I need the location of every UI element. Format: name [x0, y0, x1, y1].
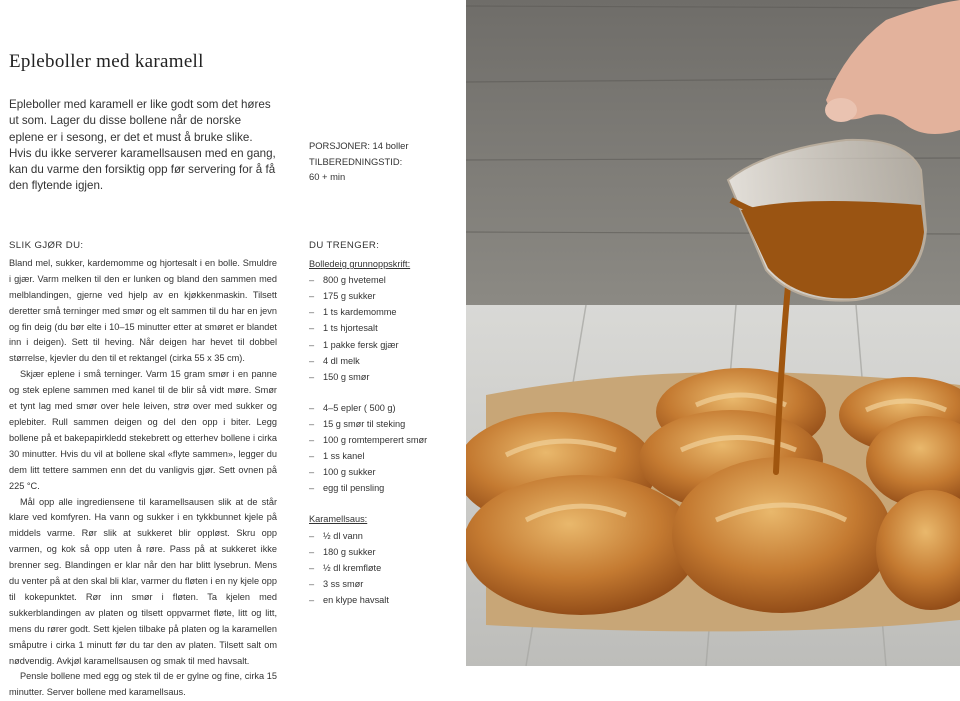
ingredient-item: – ½ dl vann	[309, 528, 459, 544]
ingredient-item: – 1 ts kardemomme	[309, 304, 459, 320]
ingredient-item: – en klype havsalt	[309, 592, 459, 608]
method-paragraph: Bland mel, sukker, kardemomme og hjortesalt i en bolle. Smuldre i gjær. Varm melken til den er lunken og bland den sammen med melblandingen, gjerne ved hjelp av en kjøkkenmaskin. Tilsett deretter små terninger med smør og elt sammen til du har en jevn og fin deig (du bør elte i 10–15 minutter etter at smøret er blandet inn i deigen). Sett til heving. Når deigen har hevet til dobbel størrelse, kjevler du den til et rektangel (cirka 55 x 35 cm).	[9, 257, 277, 364]
recipe-intro: Epleboller med karamell er like godt som det høres ut som. Lager du disse bollene når de norske eplene er i sesong, er det et must å bruke slike. Hvis du ikke serverer karamellsausen med en gang, kan du varme den forsiktig opp før servering for å få den flytende igjen.	[9, 98, 276, 193]
prep-time-value: 60 + min	[309, 171, 346, 182]
portions-text: PORSJONER: 14 boller	[309, 140, 409, 151]
cinnamon-buns-caramel-photo	[466, 0, 960, 666]
ingredient-item: – 15 g smør til steking	[309, 416, 459, 432]
sauce-list	[309, 528, 459, 608]
ingredient-item: – 1 ss kanel	[309, 448, 459, 464]
ingredient-item: – 3 ss smør	[309, 576, 459, 592]
ingredients-heading: DU TRENGER:	[309, 240, 380, 251]
ingredient-item: – 800 g hvetemel	[309, 272, 459, 288]
ingredient-item: – 150 g smør	[309, 369, 459, 385]
recipe-photo	[466, 0, 960, 666]
ingredient-item: – 4–5 epler ( 500 g)	[309, 400, 459, 416]
method-section	[9, 238, 277, 701]
ingredient-item: – 1 ts hjortesalt	[309, 320, 459, 336]
prep-time-label: TILBEREDNINGSTID:	[309, 155, 403, 167]
method-paragraph: Mål opp alle ingrediensene til karamellsausen slik at de står klare ved komfyren. Ha vann og sukker i en tykkbunnet kjele på middels varme. Rør slik at sukkeret blir oppløst. Skru opp varmen, og kok så opp uten å røre. Pass på at sukkeret ikke brenner seg. Blandingen er klar når den har blitt lysebrun. Mens du venter på at den skal bli klar, varmer du fløten i en ny kjele opp til kokepunktet. Rør inn smør i fløten. Ta kjelen med sukkerblandingen av platen og tilsett oppvarmet fløte, litt og litt, mens du rører godt. Sett kjelen tilbake på platen og la karamellen småputre i cirka 1 minutt før du tar den av platen. Tilsett salt om nødvendig. Avkjøl karamellsausen og smak til med havsalt.	[9, 496, 277, 666]
ingredient-item: – 1 pakke fersk gjær	[309, 337, 459, 353]
ingredient-item: – 100 g sukker	[309, 464, 459, 480]
method-paragraph: Skjær eplene i små terninger. Varm 15 gram smør i en panne og stek eplene sammen med kanel til de blir så vidt møre. Smør et tynt lag med smør over hele leiven, strø over med sukker og eplebiter. Rull sammen deigen og del den opp i biter. Legg bollene på et bakepapirkledd stekebrett og etterhev bollene i cirka 30 minutter. Hvis du vil at bollene skal «flyte sammen», legger du dem litt tettere sammen enn det du vanligvis gjør. Sett ovnen på 225 °C.	[9, 369, 277, 491]
ingredient-item: – 100 g romtemperert smør	[309, 432, 459, 448]
ingredient-item: – egg til pensling	[309, 480, 459, 496]
ingredients-section	[309, 238, 459, 608]
ingredient-item: – 180 g sukker	[309, 544, 459, 560]
dough-list	[309, 272, 459, 385]
ingredient-item: – 4 dl melk	[309, 353, 459, 369]
recipe-meta	[309, 138, 459, 185]
ingredient-item: – 175 g sukker	[309, 288, 459, 304]
dough-subheading: Bolledeig grunnoppskrift:	[309, 259, 411, 270]
filling-list	[309, 400, 459, 497]
method-heading: SLIK GJØR DU:	[9, 240, 84, 251]
recipe-title: Epleboller med karamell	[9, 51, 204, 72]
recipe-page	[0, 0, 466, 698]
ingredient-item: – ½ dl kremfløte	[309, 560, 459, 576]
sauce-subheading: Karamellsaus:	[309, 514, 368, 525]
method-paragraph: Pensle bollene med egg og stek til de er gylne og fine, cirka 15 minutter. Server bollene med karamellsaus.	[9, 671, 277, 698]
